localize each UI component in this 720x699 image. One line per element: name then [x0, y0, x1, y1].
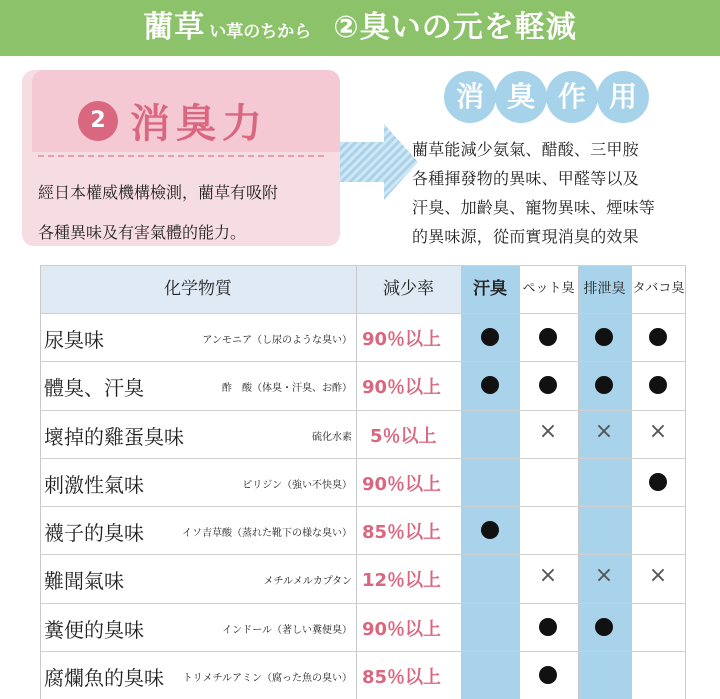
reduction-rate: 90％以上: [362, 329, 442, 350]
table-row: [40, 554, 686, 602]
substance-name: 體臭、汗臭: [44, 376, 144, 401]
reduction-rate: 85％以上: [362, 666, 442, 688]
effective-dot-icon: [481, 376, 499, 394]
effect-description-line: 的異味源，從而實現消臭的效果: [412, 227, 639, 246]
effect-char: 用: [597, 71, 649, 123]
arrow-right-icon: [340, 122, 420, 202]
not-applicable-cross-icon: ×: [648, 563, 668, 589]
effective-dot-icon: [539, 328, 557, 346]
header-title: ②臭いの元を軽減: [333, 10, 577, 45]
header-tagline: い草のちから: [209, 22, 312, 42]
effect-description-line: 汗臭、加齡臭、寵物異味、煙味等: [412, 198, 656, 217]
not-applicable-cross-icon: ×: [594, 563, 614, 589]
section-title: 消臭力: [130, 101, 268, 147]
reduction-rate: 90％以上: [362, 473, 442, 495]
chemical-name: 硫化水素: [312, 431, 352, 443]
effective-dot-icon: [595, 328, 613, 346]
effect-description: [412, 135, 712, 251]
chemical-name: トリメチルアミン（腐った魚の臭い）: [182, 672, 352, 684]
substance-name: 襪子的臭味: [44, 521, 144, 545]
not-applicable-cross-icon: ×: [594, 418, 614, 444]
substance-name: 刺激性氣味: [44, 472, 144, 497]
effective-dot-icon: [481, 328, 499, 346]
chemical-name: アンモニア（し尿のような臭い）: [202, 335, 352, 346]
reduction-rate: 5％以上: [370, 425, 437, 447]
chemical-name: イソ吉草酸（蒸れた靴下の様な臭い）: [182, 528, 352, 539]
section-description: [38, 173, 338, 253]
effective-dot-icon: [539, 376, 557, 394]
table-row: [40, 603, 686, 651]
not-applicable-cross-icon: ×: [648, 418, 668, 444]
header-brand: 藺草: [143, 10, 206, 45]
chemical-substance-table: [40, 265, 686, 699]
substance-name: 壞掉的雞蛋臭味: [44, 424, 184, 449]
chemical-name: インドール（著しい糞便臭）: [222, 624, 352, 636]
deodorizing-effect-label: [444, 71, 648, 123]
effective-dot-icon: [539, 618, 557, 636]
table-row: [40, 458, 686, 506]
table-row-divider: [40, 265, 686, 266]
header-rate: 減少率: [383, 279, 434, 299]
reduction-rate: 85％以上: [362, 522, 442, 543]
header-pet: ペット臭: [522, 281, 575, 296]
section-number-badge: 2: [78, 101, 118, 141]
reduction-rate: 90％以上: [362, 377, 442, 399]
not-applicable-cross-icon: ×: [538, 418, 558, 444]
header-sweat: 汗臭: [473, 279, 507, 299]
chemical-name: 酢 酸（体臭・汗臭、お酢）: [222, 383, 352, 395]
effective-dot-icon: [539, 666, 557, 684]
effect-char: 作: [546, 71, 598, 123]
effect-description-line: 各種揮發物的異味、甲醛等以及: [412, 169, 639, 188]
table-row: [40, 506, 686, 554]
reduction-rate: 90％以上: [362, 618, 442, 640]
substance-name: 難聞氣味: [44, 569, 124, 594]
table-row: [40, 361, 686, 409]
header-excretion: 排泄臭: [583, 281, 626, 297]
effective-dot-icon: [649, 473, 667, 491]
chemical-name: メチルメルカプタン: [263, 576, 352, 588]
substance-name: 糞便的臭味: [44, 617, 144, 642]
table-row: [40, 651, 686, 699]
effective-dot-icon: [649, 376, 667, 394]
table-row: [40, 410, 686, 458]
effect-description-line: 藺草能減少氨氣、醋酸、三甲胺: [412, 140, 639, 159]
substance-name: 尿臭味: [44, 328, 104, 352]
header-banner: [0, 0, 720, 56]
substance-name: 腐爛魚的臭味: [44, 665, 164, 690]
effective-dot-icon: [595, 618, 613, 636]
header-substance: 化学物質: [164, 279, 232, 299]
effective-dot-icon: [649, 328, 667, 346]
dashed-divider: [38, 155, 324, 157]
effective-dot-icon: [595, 376, 613, 394]
effect-char: 消: [444, 71, 496, 123]
header-tobacco: タバコ臭: [632, 281, 685, 296]
effective-dot-icon: [481, 521, 499, 539]
table-row: [40, 313, 686, 361]
reduction-rate: 12％以上: [362, 570, 442, 592]
effect-char: 臭: [495, 71, 547, 123]
not-applicable-cross-icon: ×: [538, 563, 558, 589]
section-description-line: 各種異味及有害氣體的能力。: [38, 223, 247, 242]
chemical-name: ピリジン（強い不快臭）: [242, 479, 352, 491]
section-description-line: 經日本權威機構檢測，藺草有吸附: [38, 183, 279, 202]
